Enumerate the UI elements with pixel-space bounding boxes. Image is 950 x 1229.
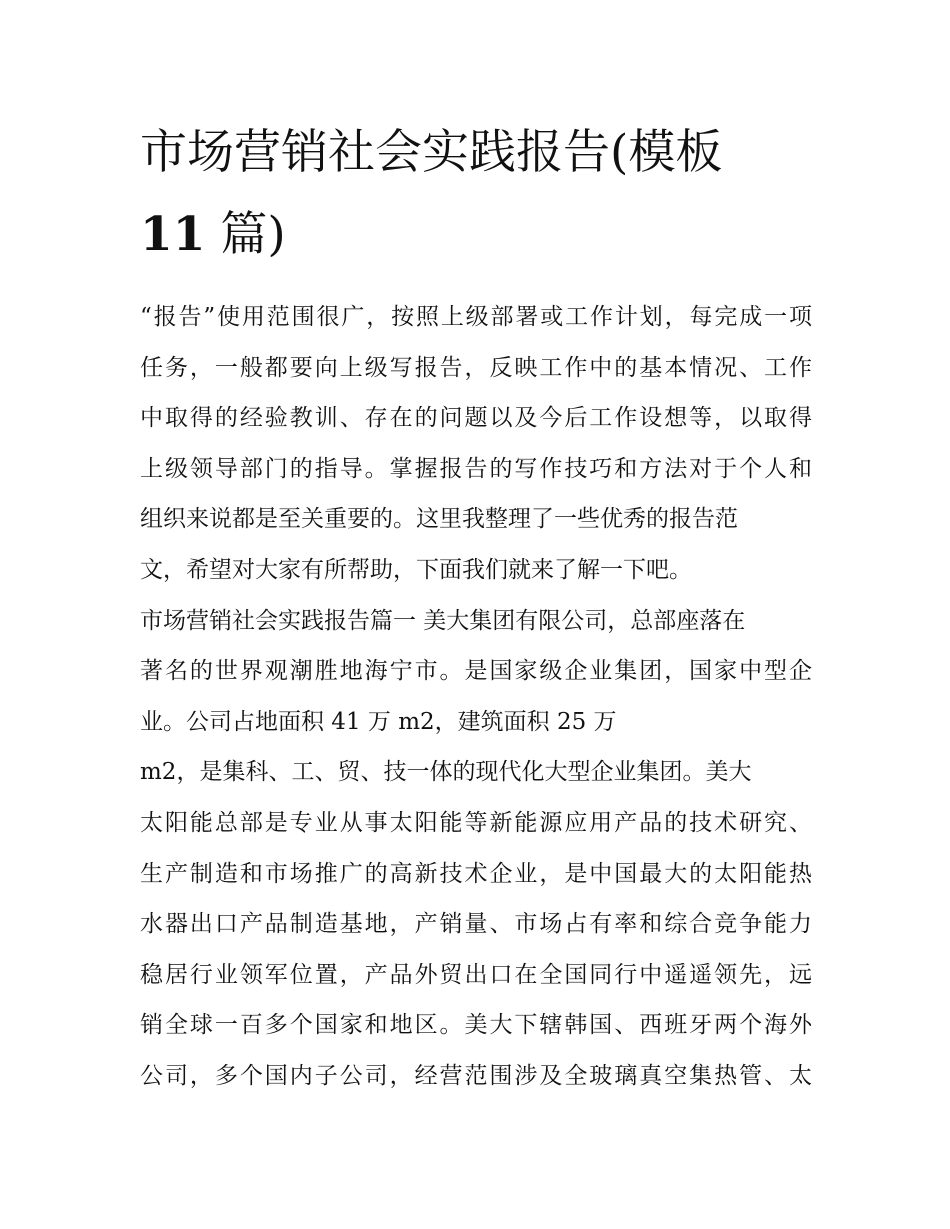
body-line: “报告”使用范围很广，按照上级部署或工作计划，每完成一项 — [140, 304, 812, 330]
body-line: 销全球一百多个国家和地区。美大下辖韩国、西班牙两个海外 — [140, 1012, 812, 1039]
body-line: m2，是集科、工、贸、技一体的现代化大型企业集团。美大 — [140, 759, 752, 786]
body-line: 组织来说都是至关重要的。这里我整理了一些优秀的报告范 — [140, 506, 738, 533]
title-number: 11 — [140, 207, 206, 262]
body-line: 文，希望对大家有所帮助，下面我们就来了解一下吧。 — [140, 556, 692, 583]
document-page — [140, 112, 820, 1102]
body-line: 公司，多个国内子公司，经营范围涉及全玻璃真空集热管、太 — [140, 1062, 812, 1089]
body-line: 生产制造和市场推广的高新技术企业，是中国最大的太阳能热 — [140, 860, 812, 887]
title-suffix: 篇) — [220, 207, 286, 262]
title-line-1: 市场营销社会实践报告(模板 — [140, 125, 723, 180]
document-title — [140, 112, 820, 276]
body-line: 市场营销社会实践报告篇一 美大集团有限公司，总部座落在 — [140, 607, 746, 634]
body-line: 中取得的经验教训、存在的问题以及今后工作设想等，以取得 — [140, 405, 812, 432]
body-line: 水器出口产品制造基地，产销量、市场占有率和综合竞争能力 — [140, 911, 812, 938]
body-line: 著名的世界观潮胜地海宁市。是国家级企业集团，国家中型企 — [140, 658, 812, 685]
body-line: 稳居行业领军位置，产品外贸出口在全国同行中遥遥领先，远 — [140, 961, 812, 988]
body-line: 业。公司占地面积 41 万 m2，建筑面积 25 万 — [140, 708, 617, 735]
body-line: 太阳能总部是专业从事太阳能等新能源应用产品的技术研究、 — [140, 809, 812, 836]
body-line: 任务，一般都要向上级写报告，反映工作中的基本情况、工作 — [140, 354, 812, 381]
document-body — [140, 292, 820, 1102]
title-line-2 — [140, 194, 820, 276]
body-line: 上级领导部门的指导。掌握报告的写作技巧和方法对于个人和 — [140, 455, 812, 482]
